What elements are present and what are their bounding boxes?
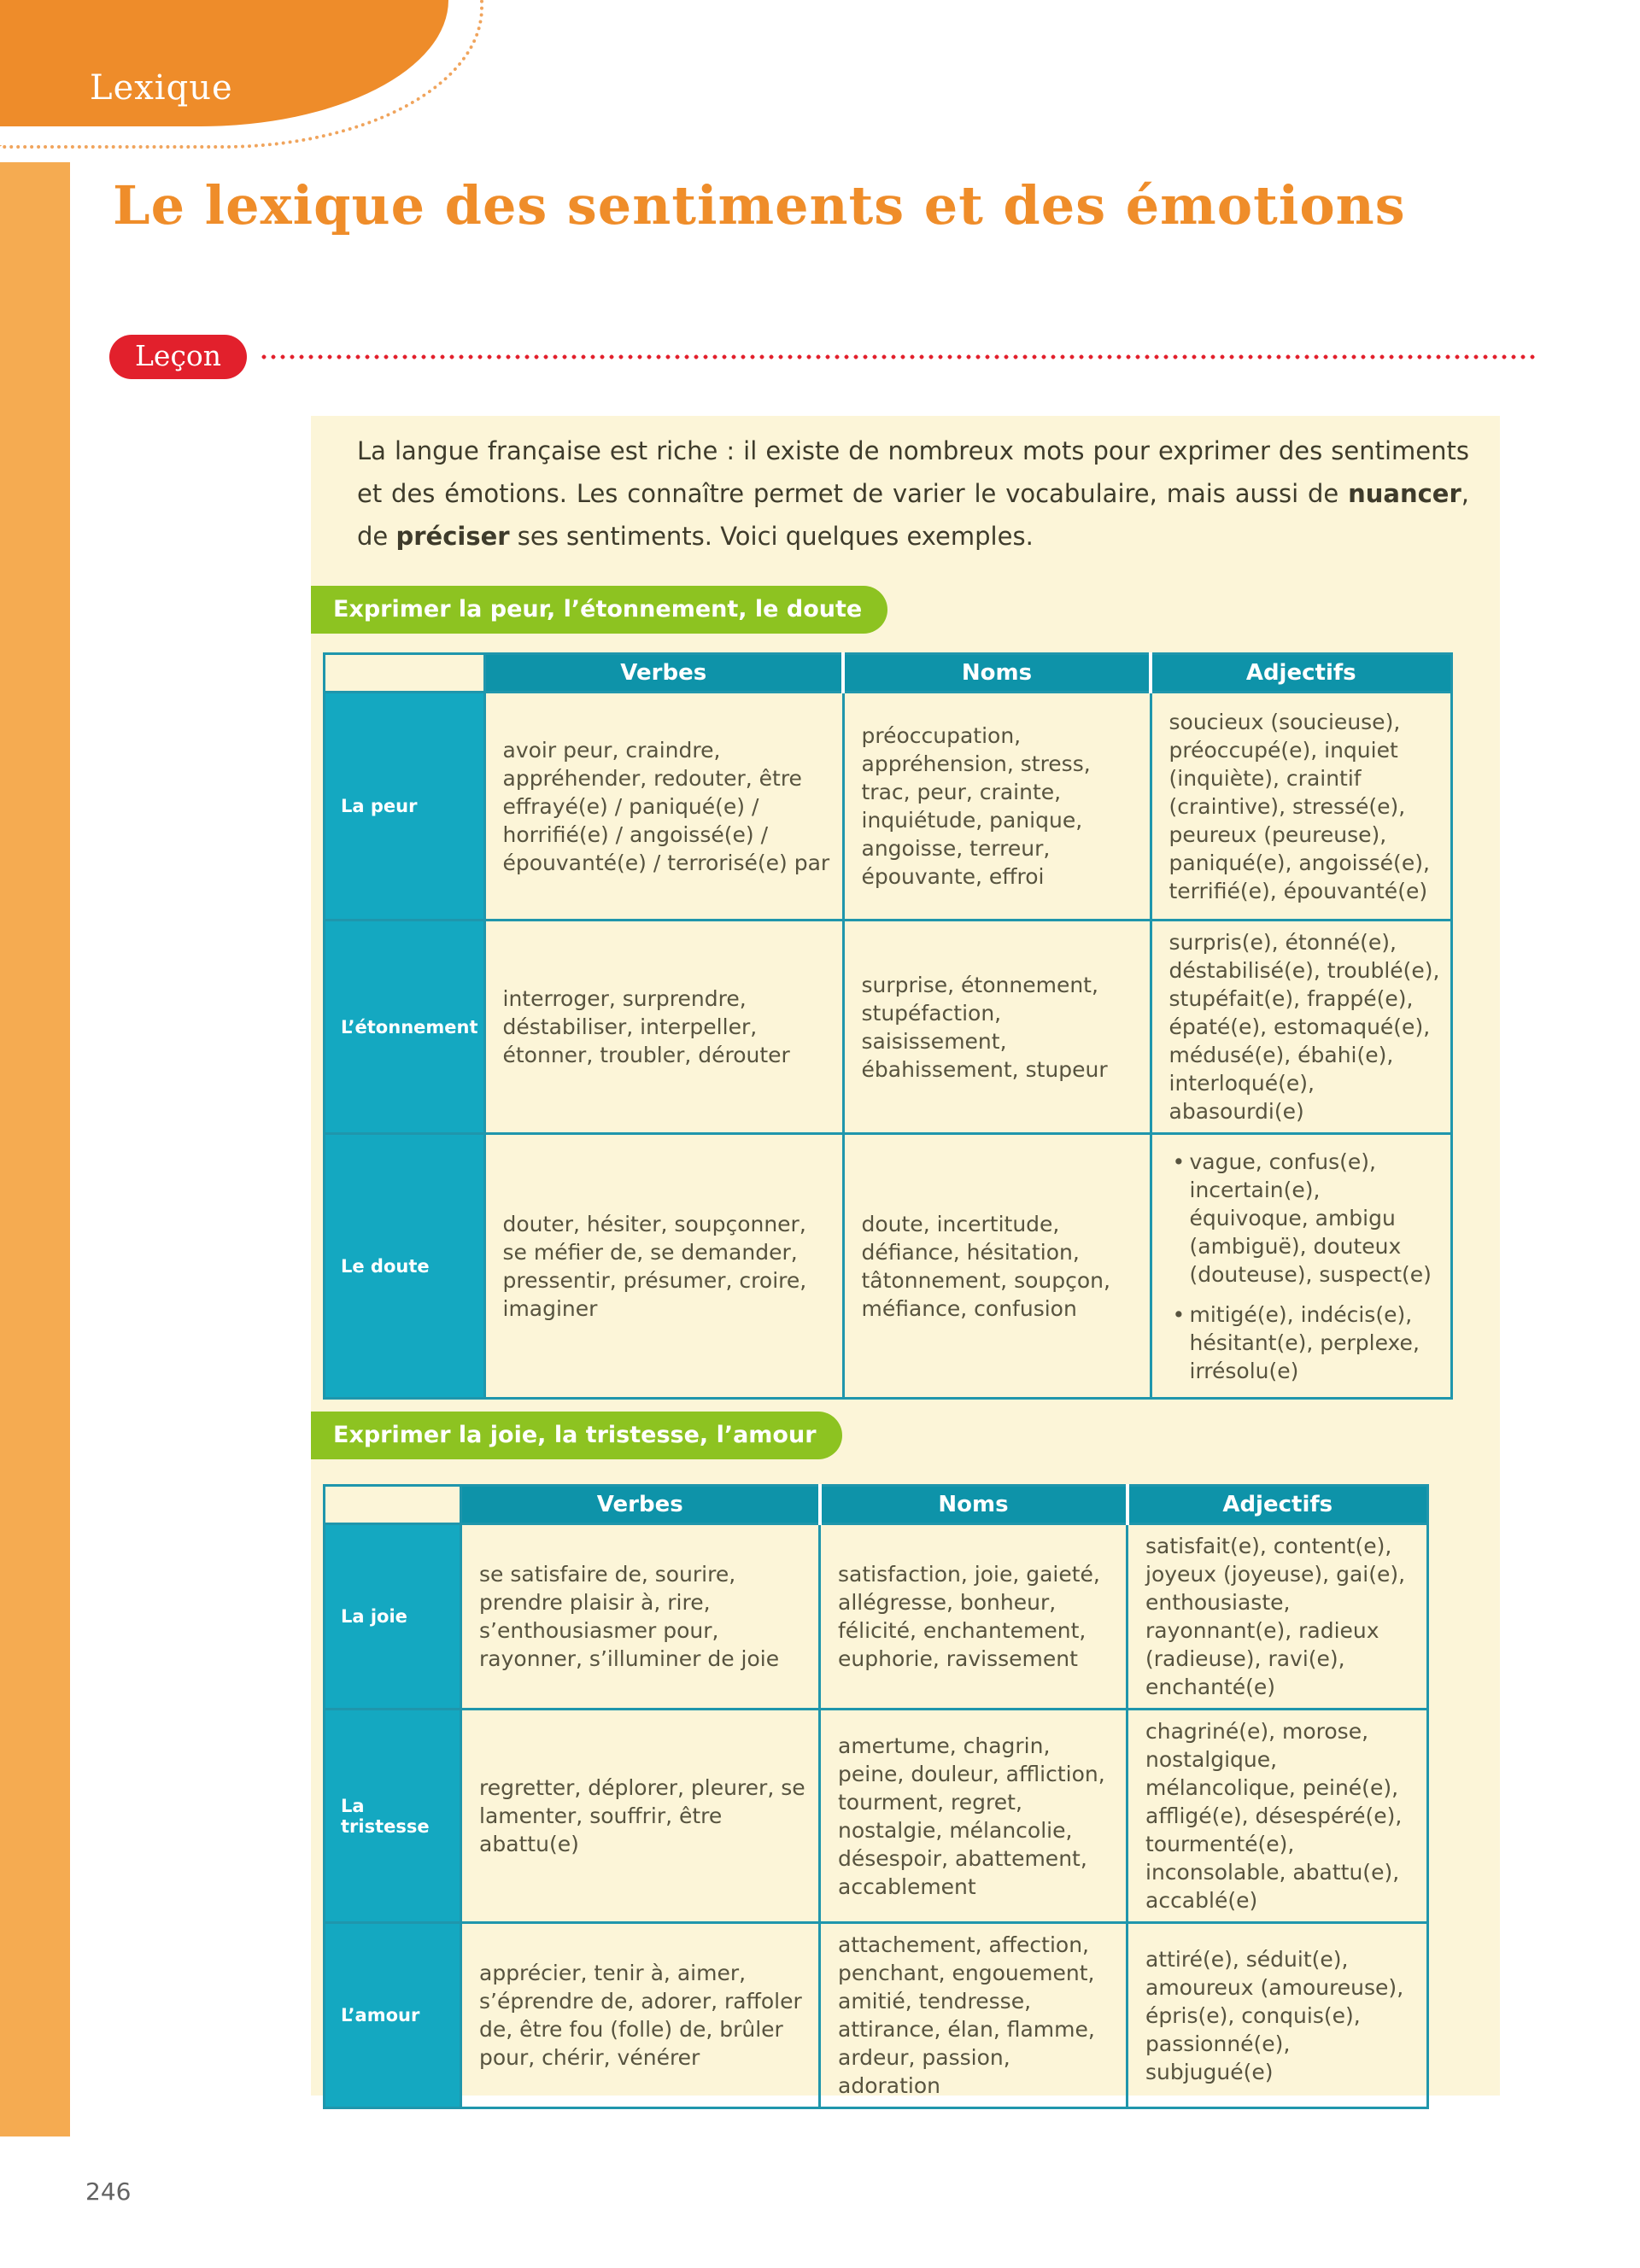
cell-verbes: douter, hésiter, soupçonner, se méfier de, se demander, pressentir, présumer, croire, imaginer xyxy=(484,1134,843,1399)
intro-bold-preciser: préciser xyxy=(395,522,510,551)
cell-noms: préoccupation, appréhension, stress, trac, peur, crainte, inquiétude, panique, angoisse, terreur, épouvante, effroi xyxy=(843,693,1151,921)
cell-adjectifs: satisfait(e), content(e), joyeux (joyeuse), gai(e), enthousiaste, rayonnant(e), radieux (radieuse), ravi(e), enchanté(e) xyxy=(1128,1524,1428,1710)
row-label: Le doute xyxy=(325,1134,485,1399)
cell-verbes: apprécier, tenir à, aimer, s’éprendre de, adorer, raffoler de, être fou (folle) de, brûler pour, chérir, vénérer xyxy=(461,1923,820,2108)
vocab-table-joy xyxy=(323,1484,1429,2109)
table-row xyxy=(325,693,1452,921)
content-panel xyxy=(311,416,1500,2096)
section-badge-joy: Exprimer la joie, la tristesse, l’amour xyxy=(311,1412,842,1459)
table-row xyxy=(325,921,1452,1134)
intro-text: ses sentiments. Voici quelques exemples. xyxy=(509,522,1034,551)
page-number: 246 xyxy=(85,2177,132,2206)
cell-noms: surprise, étonnement, stupéfaction, saisissement, ébahissement, stupeur xyxy=(843,921,1151,1134)
column-header-verbes: Verbes xyxy=(461,1486,820,1524)
intro-text: , de xyxy=(357,479,1469,551)
cell-adjectifs: soucieux (soucieuse), préoccupé(e), inquiet (inquiète), craintif (craintive), stressé(e), peureux (peureuse), paniqué(e), angoissé(e), terrifié(e), épouvanté(e) xyxy=(1151,693,1451,921)
cell-adjectifs: attiré(e), séduit(e), amoureux (amoureuse), épris(e), conquis(e), passionné(e), subjugué(e) xyxy=(1128,1923,1428,2108)
cell-adjectifs: chagriné(e), morose, nostalgique, mélancolique, peiné(e), affligé(e), désespéré(e), tourmenté(e), inconsolable, abattu(e), accablé(e) xyxy=(1128,1710,1428,1923)
row-label: L’étonnement xyxy=(325,921,485,1134)
row-label: La joie xyxy=(325,1524,461,1710)
row-label: L’amour xyxy=(325,1923,461,2108)
lesson-badge: Leçon xyxy=(109,335,247,379)
column-header-noms: Noms xyxy=(843,654,1151,693)
cell-noms: satisfaction, joie, gaieté, allégresse, bonheur, félicité, enchantement, euphorie, ravissement xyxy=(820,1524,1128,1710)
table-corner-cell xyxy=(325,1486,461,1524)
column-header-noms: Noms xyxy=(820,1486,1128,1524)
table-header-row xyxy=(325,654,1452,693)
vocab-table-fear xyxy=(323,652,1453,1400)
table-row xyxy=(325,1524,1428,1710)
intro-paragraph xyxy=(357,430,1469,558)
intro-text: La langue française est riche : il existe de nombreux mots pour exprimer des sentiments et des émotions. Les connaître permet de varier le vocabulaire, mais aussi de xyxy=(357,436,1469,508)
section-badge-fear: Exprimer la peur, l’étonnement, le doute xyxy=(311,586,887,634)
cell-noms: amertume, chagrin, peine, douleur, affliction, tourment, regret, nostalgie, mélancolie, désespoir, abattement, accablement xyxy=(820,1710,1128,1923)
table-row xyxy=(325,1923,1428,2108)
cell-adjectifs: surpris(e), étonné(e), déstabilisé(e), troublé(e), stupéfait(e), frappé(e), épaté(e), estomaqué(e), médusé(e), ébahi(e), interloqué(e), abasourdi(e) xyxy=(1151,921,1451,1134)
section-corner-label: Lexique xyxy=(90,68,233,108)
left-margin-strip xyxy=(0,0,70,2136)
table-row xyxy=(325,1134,1452,1399)
column-header-verbes: Verbes xyxy=(484,654,843,693)
cell-noms: doute, incertitude, défiance, hésitation, tâtonnement, soupçon, méfiance, confusion xyxy=(843,1134,1151,1399)
page-title: Le lexique des sentiments et des émotions xyxy=(113,174,1406,237)
cell-noms: attachement, affection, penchant, engouement, amitié, tendresse, attirance, élan, flamme, ardeur, passion, adoration xyxy=(820,1923,1128,2108)
table-header-row xyxy=(325,1486,1428,1524)
intro-bold-nuancer: nuancer xyxy=(1348,479,1461,508)
cell-verbes: regretter, déplorer, pleurer, se lamenter, souffrir, être abattu(e) xyxy=(461,1710,820,1923)
column-header-adjectifs: Adjectifs xyxy=(1128,1486,1428,1524)
row-label: La tristesse xyxy=(325,1710,461,1923)
column-header-adjectifs: Adjectifs xyxy=(1151,654,1451,693)
cell-verbes: avoir peur, craindre, appréhender, redouter, être effrayé(e) / paniqué(e) / horrifié(e) / angoissé(e) / épouvanté(e) / terrorisé(e) par xyxy=(484,693,843,921)
cell-verbes: se satisfaire de, sourire, prendre plaisir à, rire, s’enthousiasmer pour, rayonner, s’illuminer de joie xyxy=(461,1524,820,1710)
adjectifs-bullet-item: • mitigé(e), indécis(e), hésitant(e), perplexe, irrésolu(e) xyxy=(1169,1301,1440,1385)
lesson-dotted-line xyxy=(261,354,1538,359)
table-row xyxy=(325,1710,1428,1923)
table-corner-cell xyxy=(325,654,485,693)
cell-adjectifs xyxy=(1151,1134,1451,1399)
cell-verbes: interroger, surprendre, déstabiliser, interpeller, étonner, troubler, dérouter xyxy=(484,921,843,1134)
adjectifs-bullet-item: • vague, confus(e), incertain(e), équivoque, ambigu (ambiguë), douteux (douteuse), suspect(e) xyxy=(1169,1148,1440,1289)
row-label: La peur xyxy=(325,693,485,921)
